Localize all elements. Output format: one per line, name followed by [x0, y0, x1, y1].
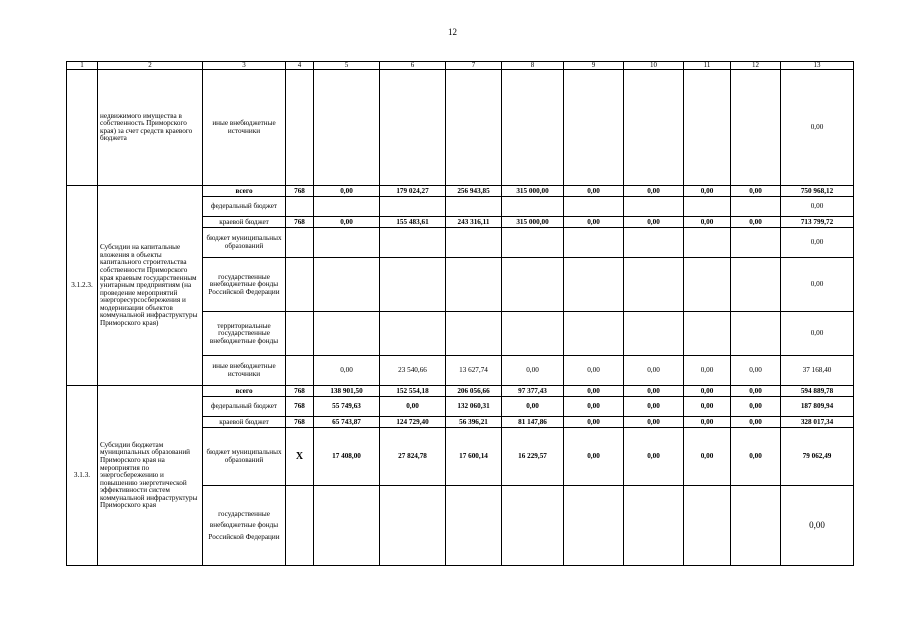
table-cell: 17 408,00 [314, 428, 380, 486]
total-cell: 0,00 [781, 70, 854, 186]
column-header: 1 [67, 62, 98, 70]
table-cell: 243 316,11 [446, 217, 502, 228]
total-cell: 713 799,72 [781, 217, 854, 228]
total-cell: 328 017,34 [781, 417, 854, 428]
table-cell: 65 743,87 [314, 417, 380, 428]
funding-source: территориальные государственные внебюджетные фонды [203, 312, 286, 356]
column-header: 2 [98, 62, 203, 70]
table-cell: X [286, 428, 314, 486]
table-cell: 97 377,43 [502, 386, 564, 397]
column-header: 6 [380, 62, 446, 70]
page-number: 12 [448, 27, 457, 37]
table-cell: 0,00 [731, 428, 781, 486]
table-cell: 56 396,21 [446, 417, 502, 428]
total-cell: 594 889,78 [781, 386, 854, 397]
funding-source: бюджет муниципальных образований [203, 228, 286, 258]
funding-source: государственные внебюджетные фонды Российской Федерации [203, 486, 286, 566]
table-cell: 0,00 [731, 217, 781, 228]
table-cell: 0,00 [564, 386, 624, 397]
table-cell: 0,00 [564, 428, 624, 486]
item-code: 3.1.3. [67, 386, 98, 566]
column-header: 5 [314, 62, 380, 70]
table-row [67, 70, 854, 186]
table-cell: 124 729,40 [380, 417, 446, 428]
funding-source: краевой бюджет [203, 217, 286, 228]
table-cell: 0,00 [564, 417, 624, 428]
table-cell: 0,00 [731, 186, 781, 197]
table-cell: 0,00 [624, 428, 684, 486]
table-row [67, 186, 854, 197]
table-cell: 768 [286, 217, 314, 228]
table-cell: 315 000,00 [502, 186, 564, 197]
funding-source: государственные внебюджетные фонды Российской Федерации [203, 258, 286, 312]
funding-source: иные внебюджетные источники [203, 70, 286, 186]
column-header: 3 [203, 62, 286, 70]
table-cell: 0,00 [684, 217, 731, 228]
table-cell: 0,00 [502, 356, 564, 386]
column-header: 11 [684, 62, 731, 70]
table-cell: 0,00 [624, 217, 684, 228]
table-cell: 0,00 [684, 386, 731, 397]
column-header: 13 [781, 62, 854, 70]
column-header: 10 [624, 62, 684, 70]
budget-table [66, 61, 854, 566]
table-cell: 0,00 [564, 186, 624, 197]
table-cell: 0,00 [624, 356, 684, 386]
table-cell: 155 483,61 [380, 217, 446, 228]
table-cell: 81 147,86 [502, 417, 564, 428]
table-cell: 0,00 [731, 397, 781, 417]
total-cell: 187 809,94 [781, 397, 854, 417]
table-cell: 0,00 [684, 397, 731, 417]
total-cell: 0,00 [781, 486, 854, 566]
program-item-name: Субсидии на капитальные вложения в объекты капитального строительства собственности Приморского края краевым государственным унитарным предприятиям (на проведение мероприятий энергоресурсосбережения и модернизации объектов коммунальной инфраструктуры Приморского края) [98, 186, 203, 386]
table-cell: 0,00 [502, 397, 564, 417]
table-cell: 256 943,85 [446, 186, 502, 197]
table-cell: 0,00 [684, 186, 731, 197]
table-cell: 17 600,14 [446, 428, 502, 486]
total-cell: 37 168,40 [781, 356, 854, 386]
program-item-name: Субсидии бюджетам муниципальных образований Приморского края на мероприятия по энергосбережению и повышению энергетической эффективности систем коммунальной инфраструктуры Приморского края [98, 386, 203, 566]
table-cell: 315 000,00 [502, 217, 564, 228]
total-cell: 79 062,49 [781, 428, 854, 486]
table-cell: 0,00 [564, 356, 624, 386]
program-item-name: недвижимого имущества в собственность Приморского края) за счет средств краевого бюджета [98, 70, 203, 186]
table-cell: 16 229,57 [502, 428, 564, 486]
item-code: 3.1.2.3. [67, 186, 98, 386]
column-header: 12 [731, 62, 781, 70]
funding-source: иные внебюджетные источники [203, 356, 286, 386]
table-cell: 0,00 [731, 356, 781, 386]
table-cell: 768 [286, 186, 314, 197]
table-cell: 206 056,66 [446, 386, 502, 397]
table-cell: 132 060,31 [446, 397, 502, 417]
total-cell: 0,00 [781, 228, 854, 258]
table-cell: 0,00 [684, 428, 731, 486]
table-cell: 179 024,27 [380, 186, 446, 197]
total-cell: 0,00 [781, 312, 854, 356]
table-cell: 0,00 [564, 217, 624, 228]
table-cell: 0,00 [314, 356, 380, 386]
column-header: 7 [446, 62, 502, 70]
table-cell: 0,00 [314, 186, 380, 197]
total-cell: 750 968,12 [781, 186, 854, 197]
table-cell: 768 [286, 417, 314, 428]
table-cell: 768 [286, 397, 314, 417]
funding-source: бюджет муниципальных образований [203, 428, 286, 486]
table-row [67, 386, 854, 397]
funding-source: краевой бюджет [203, 417, 286, 428]
total-cell: 0,00 [781, 197, 854, 217]
table-cell: 0,00 [314, 217, 380, 228]
total-cell: 0,00 [781, 258, 854, 312]
table-cell: 152 554,18 [380, 386, 446, 397]
table-cell: 0,00 [624, 417, 684, 428]
table-cell: 13 627,74 [446, 356, 502, 386]
table-cell: 0,00 [624, 397, 684, 417]
table-cell: 27 824,78 [380, 428, 446, 486]
table-cell: 768 [286, 386, 314, 397]
table-cell: 23 540,66 [380, 356, 446, 386]
table-cell: 55 749,63 [314, 397, 380, 417]
table-cell: 0,00 [684, 417, 731, 428]
column-header: 8 [502, 62, 564, 70]
table-cell: 0,00 [684, 356, 731, 386]
table-cell: 138 901,50 [314, 386, 380, 397]
column-header-row [67, 62, 854, 70]
funding-source: федеральный бюджет [203, 197, 286, 217]
funding-source: всего [203, 186, 286, 197]
table-cell: 0,00 [380, 397, 446, 417]
table-cell: 0,00 [731, 386, 781, 397]
table-cell: 0,00 [624, 386, 684, 397]
funding-source: всего [203, 386, 286, 397]
funding-source: федеральный бюджет [203, 397, 286, 417]
column-header: 9 [564, 62, 624, 70]
table-cell: 0,00 [624, 186, 684, 197]
table-cell: 0,00 [731, 417, 781, 428]
column-header: 4 [286, 62, 314, 70]
table-cell: 0,00 [564, 397, 624, 417]
